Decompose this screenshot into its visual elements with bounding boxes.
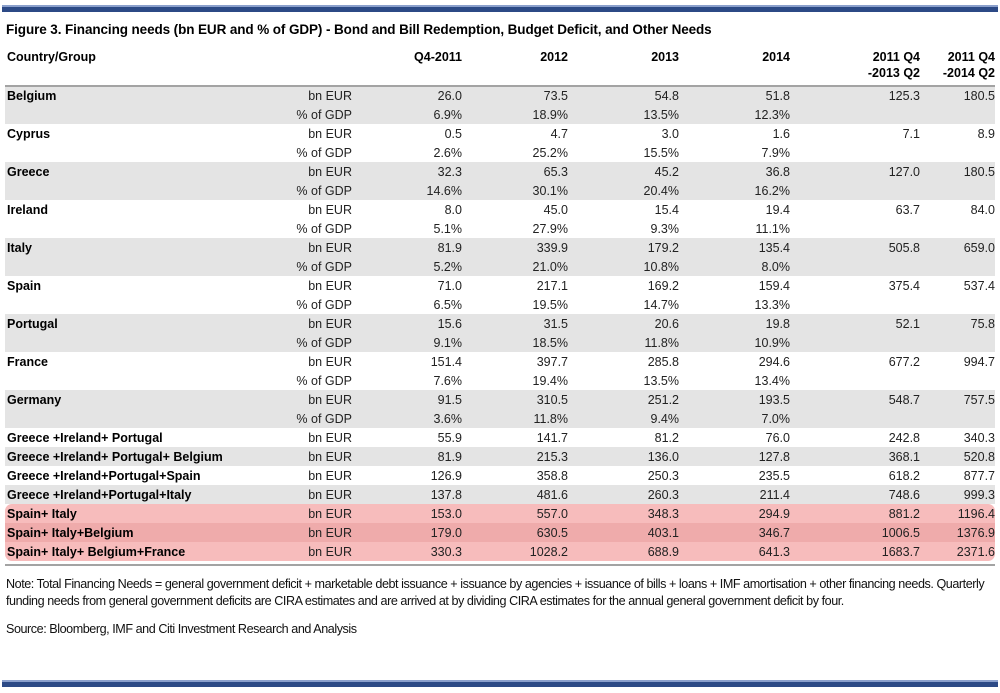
top-rule	[2, 5, 998, 12]
value-cell: 7.0%	[679, 409, 790, 428]
source-text: Source: Bloomberg, IMF and Citi Investment Research and Analysis	[6, 622, 357, 636]
value-cell: 19.5%	[462, 295, 568, 314]
value-cell: 71.0	[352, 276, 462, 295]
value-cell: 21.0%	[462, 257, 568, 276]
value-cell: 375.4	[790, 276, 920, 295]
column-header-country-group: Country/Group	[5, 43, 277, 86]
table-row	[5, 276, 995, 295]
value-cell: 81.2	[568, 428, 679, 447]
unit-label: bn EUR	[277, 523, 352, 542]
value-cell: 141.7	[462, 428, 568, 447]
value-cell: 8.9	[920, 124, 995, 143]
country-group-label	[5, 371, 277, 390]
value-cell	[790, 181, 920, 200]
unit-label: % of GDP	[277, 409, 352, 428]
value-cell: 76.0	[679, 428, 790, 447]
column-header-2011-q4: 2011 Q4 -2014 Q2	[920, 43, 995, 86]
bottom-rule	[2, 680, 998, 687]
value-cell: 151.4	[352, 352, 462, 371]
value-cell	[920, 371, 995, 390]
value-cell: 193.5	[679, 390, 790, 409]
value-cell: 548.7	[790, 390, 920, 409]
country-group-label: Spain+ Italy+Belgium	[5, 523, 277, 542]
country-group-label	[5, 295, 277, 314]
value-cell: 9.4%	[568, 409, 679, 428]
table-row	[5, 238, 995, 257]
value-cell: 19.4%	[462, 371, 568, 390]
value-cell: 45.0	[462, 200, 568, 219]
value-cell: 251.2	[568, 390, 679, 409]
unit-label: % of GDP	[277, 333, 352, 352]
table-row	[5, 333, 995, 352]
value-cell: 8.0	[352, 200, 462, 219]
unit-label: % of GDP	[277, 143, 352, 162]
country-group-label: Ireland	[5, 200, 277, 219]
country-group-label: Greece +Ireland+ Portugal	[5, 428, 277, 447]
table-row	[5, 295, 995, 314]
value-cell: 18.5%	[462, 333, 568, 352]
value-cell: 330.3	[352, 542, 462, 561]
table-row	[5, 542, 995, 561]
value-cell: 153.0	[352, 504, 462, 523]
value-cell: 137.8	[352, 485, 462, 504]
value-cell: 5.1%	[352, 219, 462, 238]
value-cell: 16.2%	[679, 181, 790, 200]
value-cell	[790, 371, 920, 390]
financing-needs-table	[5, 43, 995, 561]
value-cell: 91.5	[352, 390, 462, 409]
value-cell	[790, 105, 920, 124]
value-cell: 63.7	[790, 200, 920, 219]
value-cell: 127.0	[790, 162, 920, 181]
table-row	[5, 200, 995, 219]
value-cell: 557.0	[462, 504, 568, 523]
value-cell: 45.2	[568, 162, 679, 181]
value-cell: 32.3	[352, 162, 462, 181]
figure-title: Figure 3. Financing needs (bn EUR and % of GDP) - Bond and Bill Redemption, Budget Deficit, and Other Needs	[6, 22, 712, 37]
value-cell: 13.5%	[568, 105, 679, 124]
unit-label: bn EUR	[277, 86, 352, 105]
unit-label: bn EUR	[277, 504, 352, 523]
value-cell: 13.4%	[679, 371, 790, 390]
value-cell	[920, 333, 995, 352]
value-cell: 11.8%	[568, 333, 679, 352]
value-cell: 630.5	[462, 523, 568, 542]
table-row	[5, 485, 995, 504]
value-cell: 348.3	[568, 504, 679, 523]
country-group-label: Cyprus	[5, 124, 277, 143]
value-cell: 30.1%	[462, 181, 568, 200]
value-cell: 339.9	[462, 238, 568, 257]
value-cell: 877.7	[920, 466, 995, 485]
value-cell: 397.7	[462, 352, 568, 371]
value-cell: 235.5	[679, 466, 790, 485]
value-cell: 1196.4	[920, 504, 995, 523]
value-cell: 26.0	[352, 86, 462, 105]
table-row	[5, 105, 995, 124]
country-group-label	[5, 105, 277, 124]
value-cell: 250.3	[568, 466, 679, 485]
table-header	[5, 43, 995, 86]
country-group-label	[5, 333, 277, 352]
country-group-label	[5, 181, 277, 200]
value-cell: 757.5	[920, 390, 995, 409]
table-row	[5, 371, 995, 390]
country-group-label: Germany	[5, 390, 277, 409]
value-cell: 10.9%	[679, 333, 790, 352]
unit-label: % of GDP	[277, 181, 352, 200]
value-cell	[920, 257, 995, 276]
country-group-label	[5, 143, 277, 162]
country-group-label: Greece +Ireland+Portugal+Italy	[5, 485, 277, 504]
value-cell: 19.8	[679, 314, 790, 333]
value-cell: 15.6	[352, 314, 462, 333]
unit-label: % of GDP	[277, 257, 352, 276]
value-cell: 84.0	[920, 200, 995, 219]
value-cell: 81.9	[352, 447, 462, 466]
value-cell: 0.5	[352, 124, 462, 143]
table-row	[5, 428, 995, 447]
value-cell	[920, 219, 995, 238]
column-header-2011-q4: 2011 Q4 -2013 Q2	[790, 43, 920, 86]
table-row	[5, 466, 995, 485]
value-cell	[790, 295, 920, 314]
value-cell: 127.8	[679, 447, 790, 466]
value-cell: 340.3	[920, 428, 995, 447]
value-cell: 1683.7	[790, 542, 920, 561]
value-cell: 25.2%	[462, 143, 568, 162]
value-cell: 11.1%	[679, 219, 790, 238]
value-cell: 14.7%	[568, 295, 679, 314]
value-cell: 126.9	[352, 466, 462, 485]
table-body	[5, 86, 995, 561]
value-cell: 136.0	[568, 447, 679, 466]
unit-label: bn EUR	[277, 314, 352, 333]
value-cell: 310.5	[462, 390, 568, 409]
unit-label: bn EUR	[277, 276, 352, 295]
value-cell	[920, 143, 995, 162]
value-cell: 618.2	[790, 466, 920, 485]
value-cell: 7.6%	[352, 371, 462, 390]
value-cell: 20.4%	[568, 181, 679, 200]
value-cell: 81.9	[352, 238, 462, 257]
table-row	[5, 390, 995, 409]
value-cell: 294.6	[679, 352, 790, 371]
unit-label: % of GDP	[277, 295, 352, 314]
table-row	[5, 314, 995, 333]
unit-label: bn EUR	[277, 352, 352, 371]
country-group-label: Greece +Ireland+ Portugal+ Belgium	[5, 447, 277, 466]
value-cell: 368.1	[790, 447, 920, 466]
value-cell: 346.7	[679, 523, 790, 542]
country-group-label: Spain+ Italy	[5, 504, 277, 523]
table-header-row	[5, 43, 995, 86]
value-cell: 641.3	[679, 542, 790, 561]
value-cell: 1028.2	[462, 542, 568, 561]
value-cell: 215.3	[462, 447, 568, 466]
column-header-2012: 2012	[462, 43, 568, 86]
value-cell: 159.4	[679, 276, 790, 295]
unit-label: bn EUR	[277, 200, 352, 219]
value-cell: 10.8%	[568, 257, 679, 276]
value-cell: 13.5%	[568, 371, 679, 390]
value-cell: 75.8	[920, 314, 995, 333]
value-cell	[790, 409, 920, 428]
table-row	[5, 219, 995, 238]
country-group-label	[5, 409, 277, 428]
value-cell: 294.9	[679, 504, 790, 523]
unit-label: bn EUR	[277, 447, 352, 466]
value-cell: 481.6	[462, 485, 568, 504]
value-cell: 881.2	[790, 504, 920, 523]
value-cell: 285.8	[568, 352, 679, 371]
unit-label: bn EUR	[277, 124, 352, 143]
value-cell: 242.8	[790, 428, 920, 447]
value-cell: 13.3%	[679, 295, 790, 314]
value-cell	[920, 105, 995, 124]
value-cell: 9.1%	[352, 333, 462, 352]
value-cell: 217.1	[462, 276, 568, 295]
value-cell: 179.2	[568, 238, 679, 257]
value-cell: 1.6	[679, 124, 790, 143]
value-cell: 31.5	[462, 314, 568, 333]
country-group-label: France	[5, 352, 277, 371]
value-cell: 358.8	[462, 466, 568, 485]
unit-label: % of GDP	[277, 219, 352, 238]
value-cell: 180.5	[920, 162, 995, 181]
table-row	[5, 352, 995, 371]
value-cell: 999.3	[920, 485, 995, 504]
value-cell: 36.8	[679, 162, 790, 181]
table-row	[5, 181, 995, 200]
value-cell: 51.8	[679, 86, 790, 105]
value-cell: 3.6%	[352, 409, 462, 428]
table-row	[5, 409, 995, 428]
table-row	[5, 162, 995, 181]
unit-label: bn EUR	[277, 238, 352, 257]
value-cell: 688.9	[568, 542, 679, 561]
value-cell: 169.2	[568, 276, 679, 295]
value-cell: 18.9%	[462, 105, 568, 124]
table-row	[5, 504, 995, 523]
unit-label: bn EUR	[277, 390, 352, 409]
column-header-2013: 2013	[568, 43, 679, 86]
value-cell: 1376.9	[920, 523, 995, 542]
country-group-label: Spain+ Italy+ Belgium+France	[5, 542, 277, 561]
country-group-label: Portugal	[5, 314, 277, 333]
table-row	[5, 86, 995, 105]
value-cell: 6.5%	[352, 295, 462, 314]
country-group-label: Belgium	[5, 86, 277, 105]
unit-label: bn EUR	[277, 428, 352, 447]
value-cell: 1006.5	[790, 523, 920, 542]
unit-label: % of GDP	[277, 371, 352, 390]
country-group-label: Greece	[5, 162, 277, 181]
table-row	[5, 257, 995, 276]
unit-label: bn EUR	[277, 485, 352, 504]
value-cell: 260.3	[568, 485, 679, 504]
note-text: Note: Total Financing Needs = general government deficit + marketable debt issuance + issuance by agencies + issuance of bills + loans + IMF amortisation + other financing needs. Quarterly funding needs from general government deficits are CIRA estimates and are arrived at by dividing CIRA estimates for the annual general government deficit by four.	[6, 577, 985, 608]
value-cell: 505.8	[790, 238, 920, 257]
country-group-label: Greece +Ireland+Portugal+Spain	[5, 466, 277, 485]
value-cell: 6.9%	[352, 105, 462, 124]
unit-label: bn EUR	[277, 162, 352, 181]
value-cell	[920, 181, 995, 200]
country-group-label	[5, 219, 277, 238]
value-cell: 994.7	[920, 352, 995, 371]
value-cell: 179.0	[352, 523, 462, 542]
table-row	[5, 447, 995, 466]
unit-label: % of GDP	[277, 105, 352, 124]
value-cell: 7.9%	[679, 143, 790, 162]
value-cell: 125.3	[790, 86, 920, 105]
value-cell: 14.6%	[352, 181, 462, 200]
table-row	[5, 523, 995, 542]
table-bottom-rule	[5, 564, 995, 566]
country-group-label: Spain	[5, 276, 277, 295]
value-cell	[790, 143, 920, 162]
value-cell	[790, 257, 920, 276]
value-cell: 659.0	[920, 238, 995, 257]
value-cell: 748.6	[790, 485, 920, 504]
value-cell	[790, 333, 920, 352]
column-header-2014: 2014	[679, 43, 790, 86]
value-cell: 11.8%	[462, 409, 568, 428]
value-cell: 55.9	[352, 428, 462, 447]
column-header-unit	[277, 43, 352, 86]
table-row	[5, 124, 995, 143]
value-cell: 180.5	[920, 86, 995, 105]
value-cell: 2371.6	[920, 542, 995, 561]
value-cell: 4.7	[462, 124, 568, 143]
value-cell: 2.6%	[352, 143, 462, 162]
unit-label: bn EUR	[277, 466, 352, 485]
value-cell: 403.1	[568, 523, 679, 542]
value-cell: 27.9%	[462, 219, 568, 238]
value-cell: 15.4	[568, 200, 679, 219]
value-cell: 5.2%	[352, 257, 462, 276]
value-cell: 7.1	[790, 124, 920, 143]
value-cell: 52.1	[790, 314, 920, 333]
value-cell: 3.0	[568, 124, 679, 143]
value-cell: 677.2	[790, 352, 920, 371]
value-cell: 9.3%	[568, 219, 679, 238]
value-cell: 8.0%	[679, 257, 790, 276]
value-cell: 537.4	[920, 276, 995, 295]
table-row	[5, 143, 995, 162]
value-cell	[920, 295, 995, 314]
value-cell: 65.3	[462, 162, 568, 181]
unit-label: bn EUR	[277, 542, 352, 561]
country-group-label	[5, 257, 277, 276]
value-cell	[920, 409, 995, 428]
value-cell: 15.5%	[568, 143, 679, 162]
value-cell: 12.3%	[679, 105, 790, 124]
value-cell: 73.5	[462, 86, 568, 105]
value-cell: 19.4	[679, 200, 790, 219]
column-header-q4-2011: Q4-2011	[352, 43, 462, 86]
value-cell: 54.8	[568, 86, 679, 105]
value-cell: 20.6	[568, 314, 679, 333]
value-cell: 135.4	[679, 238, 790, 257]
value-cell: 211.4	[679, 485, 790, 504]
value-cell	[790, 219, 920, 238]
value-cell: 520.8	[920, 447, 995, 466]
country-group-label: Italy	[5, 238, 277, 257]
